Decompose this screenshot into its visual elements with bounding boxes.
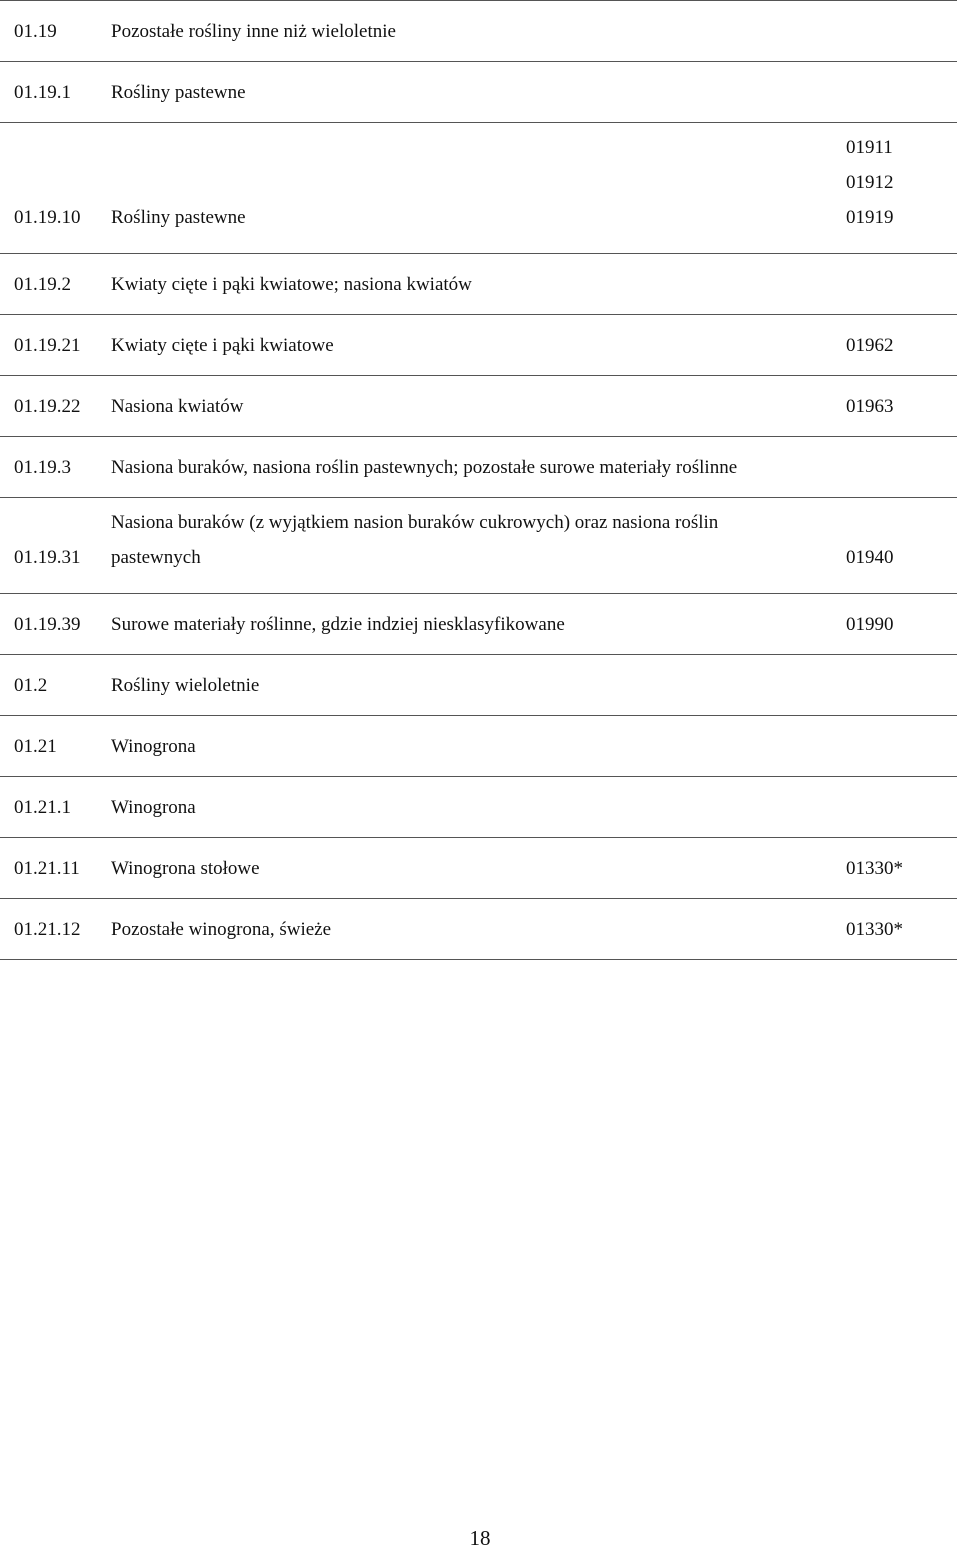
table-row	[0, 62, 957, 123]
row-description: Winogrona	[111, 797, 196, 818]
row-cpv-code: 01330*	[846, 919, 903, 940]
row-code: 01.19.3	[14, 457, 71, 478]
table-row	[0, 655, 957, 716]
row-description: Surowe materiały roślinne, gdzie indziej niesklasyfikowane	[111, 614, 565, 635]
row-description: Winogrona	[111, 736, 196, 757]
row-code: 01.19.21	[14, 335, 81, 356]
table-row	[0, 498, 957, 594]
table-row	[0, 1, 957, 62]
row-code: 01.21.1	[14, 797, 71, 818]
row-cpv-code: 01963	[846, 396, 894, 417]
table-row	[0, 899, 957, 960]
row-cpv-code: 01330*	[846, 858, 903, 879]
row-description: Rośliny pastewne	[111, 82, 246, 103]
row-description: Nasiona buraków, nasiona roślin pastewnych; pozostałe surowe materiały roślinne	[111, 457, 738, 478]
table-row	[0, 716, 957, 777]
row-code: 01.2	[14, 675, 48, 696]
table-row	[0, 777, 957, 838]
cpv-code-line: 01911	[846, 137, 893, 158]
table-row	[0, 254, 957, 315]
row-code: 01.19.2	[14, 274, 71, 295]
cpv-code-line: 01912	[846, 172, 894, 193]
table-row	[0, 594, 957, 655]
row-code: 01.19	[14, 21, 57, 42]
row-cpv-code: 01990	[846, 614, 894, 635]
description-line: pastewnych	[111, 547, 201, 568]
page-number: 18	[469, 1526, 491, 1550]
row-description	[97, 505, 834, 575]
row-code: 01.19.1	[14, 82, 71, 103]
row-code: 01.19.31	[14, 547, 81, 568]
row-code: 01.19.39	[14, 614, 81, 635]
table-row	[0, 376, 957, 437]
row-description: Pozostałe rośliny inne niż wieloletnie	[111, 21, 396, 42]
row-description: Kwiaty cięte i pąki kwiatowe; nasiona kwiatów	[111, 274, 472, 295]
description-line: Nasiona buraków (z wyjątkiem nasion buraków cukrowych) oraz nasiona roślin	[111, 512, 719, 533]
table-row	[0, 437, 957, 498]
row-description: Winogrona stołowe	[111, 858, 260, 879]
table-row	[0, 838, 957, 899]
table-row	[0, 315, 957, 376]
row-description: Kwiaty cięte i pąki kwiatowe	[111, 335, 334, 356]
row-description: Rośliny wieloletnie	[111, 675, 260, 696]
row-code: 01.19.10	[14, 207, 81, 228]
row-code: 01.21.12	[14, 919, 81, 940]
row-description: Pozostałe winogrona, świeże	[111, 919, 332, 940]
row-code: 01.21	[14, 736, 57, 757]
row-cpv-code: 01962	[846, 335, 894, 356]
row-cpv-code: 01940	[846, 547, 894, 568]
row-description: Nasiona kwiatów	[111, 396, 244, 417]
row-cpv-code-list	[834, 130, 957, 235]
row-description: Rośliny pastewne	[111, 207, 246, 228]
cpv-code-line: 01919	[846, 207, 894, 228]
row-code: 01.19.22	[14, 396, 81, 417]
row-code: 01.21.11	[14, 858, 80, 879]
table-row	[0, 123, 957, 254]
